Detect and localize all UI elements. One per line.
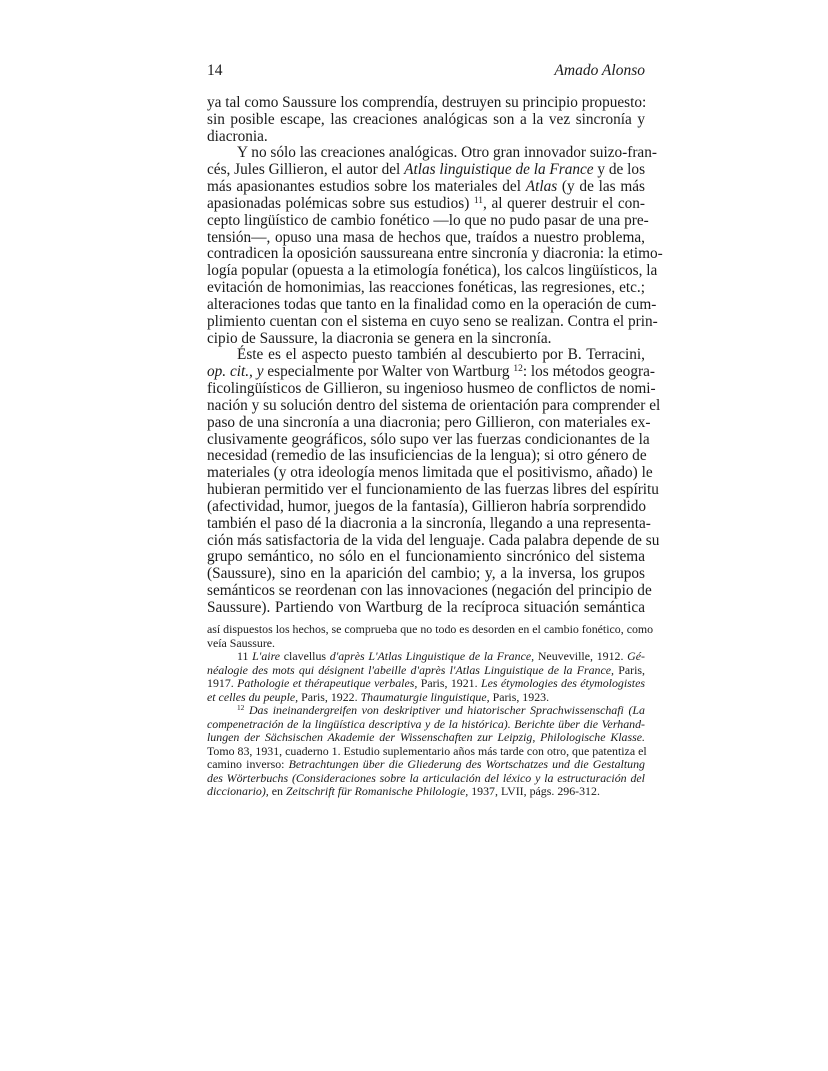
italic-text: des Wörterbuchs (Consideraciones sobre la articulación del léxico y la estructuración del [207,770,645,785]
italic-text: lungen der Sächsischen Akademie der Wissenschaften zur Leipzig, Philologische Klasse. [207,730,645,744]
text-run: 11 [237,649,253,663]
text-run: apasionadas polémicas sobre sus estudios) [207,194,474,212]
body-line [207,211,649,230]
text-run: Y no sólo las creaciones analógicas. Otro gran innovador suizo-fran- [237,144,657,162]
footnote-line [207,772,645,786]
text-run: logía popular (opuesta a la etimología fonética), los calcos lingüísticos, la [207,262,658,280]
footnote-line [207,718,645,732]
text-run: y de los [593,161,646,179]
text-run: Saussure). Partiendo von Wartburg de la recíproca situación semántica [207,598,645,616]
body-line [207,549,645,566]
text-run: sin posible escape, las creaciones analógicas son a la vez sincronía y [207,110,645,128]
italic-text: néalogie des mots qui désignent l'abeille d'après l'Atlas Linguistique de la France, [207,662,615,677]
italic-text: L'aire [252,649,281,663]
body-line [207,162,645,179]
text-run: Paris, [614,662,645,677]
italic-text: op. cit., y [207,363,264,381]
footnote-line [207,704,645,718]
footnote-reference: 12 [237,702,245,712]
footnote-reference: 12 [513,364,523,375]
text-run: ya tal como Saussure los comprendía, destruyen su principio propuesto: [207,94,647,111]
footnotes [207,622,654,799]
footnote-line [207,677,645,691]
text-run: ción más satisfactoria de la vida del lenguaje. Cada palabra depende de su [207,531,660,549]
body-line [207,600,645,617]
text-run: alteraciones todas que tanto en la finalidad como en la operación de cum- [207,295,657,313]
running-head: Amado Alonso [554,62,645,79]
italic-text: compenetración de la lingüística descriptiva y de la histórica). Berichte über die Verhand- [207,716,645,731]
text-run: veía Saussure. [207,635,276,650]
body-line [207,531,660,550]
body-line [207,464,653,482]
italic-text: Gé- [627,649,645,663]
text-run: , al querer destruir el con- [483,194,645,212]
text-run: Paris, 1922. [298,689,361,704]
body-line [207,582,652,600]
body-line [207,179,645,196]
italic-text: Atlas linguistique de la France [404,161,594,179]
body-line [207,196,645,213]
text-run: más apasionantes estudios sobre los materiales del [207,178,526,196]
text-run: 1937, LVII, págs. 296-312. [468,784,600,798]
footnote-line [207,785,645,799]
text-run: : los métodos geogra- [522,363,655,381]
text-run: Éste es el aspecto puesto también al descubierto por B. Terracini, [237,346,645,364]
text-run: clavellus [280,649,330,663]
footnote-line [207,691,645,705]
body-line [207,566,645,583]
text-run: diacronia. [207,127,268,145]
footnote-reference: 11 [473,195,484,206]
footnote-line [207,731,645,745]
text-run: cepto lingüístico de cambio fonético —lo que no pudo pasar de una pre- [207,211,649,229]
text-run: cipio de Saussure, la diacronia se genera en la sincronía. [207,329,552,347]
body-text [207,94,663,617]
text-run: especialmente por Walter von Wartburg [263,363,514,381]
text-run: también el paso dé la diacronia a la sincronía, llegando a una representa- [207,514,651,532]
body-line [207,347,645,364]
body-line [207,280,645,297]
body-line [207,129,645,146]
footnote-line [207,637,645,651]
body-line [207,396,661,415]
text-run: grupo semántico, no sólo en el funcionamiento sincrónico del sistema [207,548,645,566]
body-line [207,95,645,112]
body-line [207,514,651,533]
text-run: 1917. [207,676,238,690]
text-run: (Saussure), sino en la aparición del cambio; y, a la inversa, los grupos [207,565,645,583]
footnote-line [207,758,645,772]
text-run: Neuveville, 1912. [534,649,628,663]
text-run: plimiento cuentan con el sistema en cuyo seno se realizan. Contra el prin- [207,312,658,330]
text-run: cés, Jules Gillieron, el autor del [207,161,405,179]
page-number: 14 [207,62,223,79]
italic-text: diccionario), [207,784,269,798]
italic-text: Atlas [525,178,558,196]
body-line [207,295,657,314]
body-line [207,331,645,348]
footnote-line [207,650,645,664]
italic-text: Zeitschrift für Romanische Philologie, [285,784,469,798]
body-line [207,144,657,162]
footnote-line [207,745,645,759]
body-line [207,380,656,398]
text-run: (afectividad, humor, juegos de la fantasía), Gillieron habría sorprendido [207,497,647,515]
text-run: (y de las más [557,178,645,196]
italic-text: et celles du peuple, [207,689,299,704]
text-run: en [268,784,286,798]
text-run: semánticos se reordenan con las innovaciones (negación del principio de [207,582,652,600]
text-run: Paris, 1921. [417,676,481,690]
footnote-line [207,622,654,637]
body-line [207,430,650,449]
text-run: Tomo 83, 1931, cuaderno 1. Estudio suplementario años más tarde con otro, que patentiza el [207,743,647,758]
body-line [207,448,645,465]
body-line [207,499,645,516]
text-run: ficolingüísticos de Gillieron, su ingenioso husmeo de conflictos de nomi- [207,380,656,398]
body-line [207,481,659,499]
text-run: así dispuestos los hechos, se comprueba que no todo es desorden en el cambio fonético, como [207,622,654,636]
body-line [207,312,658,331]
text-run: tensión—, opuso una masa de hechos que, traídos a nuestro problema, [207,228,645,246]
italic-text: Das ineinandergreifen von deskriptiver und hiatorischer Sprachwissenschafi (La [244,703,645,717]
italic-text: Les étymologies des étymologistes [480,676,645,690]
italic-text: Thaumaturgie linguistique, [360,689,490,704]
text-run: necesidad (remedio de las insuficiencias de la lengua); si otro género de [207,447,647,465]
text-run: clusivamente geográficos, sólo supo ver las fuerzas condicionantes de la [207,430,650,448]
body-line [207,262,658,280]
italic-text: Betrachtungen über die Gliederung des Wortschatzes und die Gestaltung [288,757,645,771]
body-line [207,363,655,381]
text-run: contradicen la oposición saussureana entre sincronía y diacronia: la etimo- [207,245,663,263]
footnote-line [207,664,645,678]
text-run: materiales (y otra ideología menos limitada que el positivismo, añado) le [207,464,653,482]
body-line [207,413,651,432]
text-run: Paris, 1923. [489,689,550,704]
body-line [207,245,663,263]
italic-text: d'après L'Atlas Linguistique de la France, [329,649,535,663]
text-run: camino inverso: [207,757,289,771]
italic-text: Pathologie et thérapeutique verbales, [237,676,418,690]
text-run: paso de una sincronía a una diacronia; pero Gillieron, con materiales ex- [207,413,651,431]
text-run: evitación de homonimias, las reacciones fonéticas, las regresiones, etc.; [207,279,645,297]
body-line [207,112,645,129]
body-line [207,230,645,247]
text-run: nación y su solución dentro del sistema de orientación para comprender el [207,396,661,414]
text-run: hubieran permitido ver el funcionamiento de las fuerzas libres del espíritu [207,481,659,499]
